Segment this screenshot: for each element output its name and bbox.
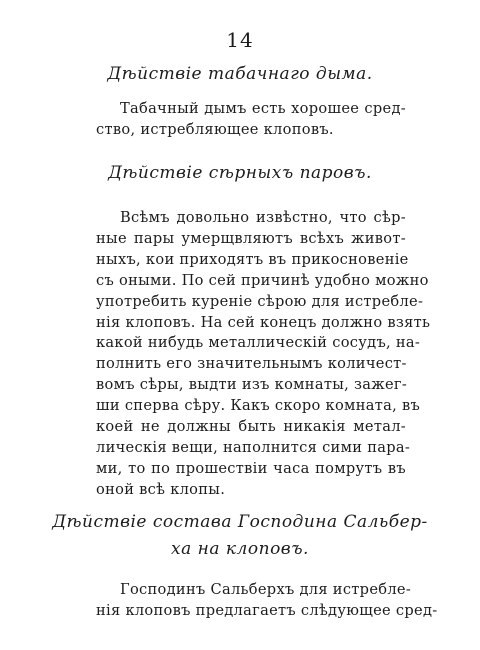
text-line: вомъ сѣры, выдти изъ комнаты, зажег- xyxy=(96,376,408,394)
heading-line: Дѣйствіе состава Господина Сальбер- xyxy=(52,512,428,532)
page-number: 14 xyxy=(226,28,254,52)
text-line: ство, истребляющее клоповъ. xyxy=(96,120,334,138)
text-line: Господинъ Сальберхъ для истребле- xyxy=(120,581,412,598)
heading-line: Дѣйствіе табачнаго дыма. xyxy=(107,64,373,84)
text-line: Всѣмъ довольно извѣстно, что сѣр- xyxy=(120,209,406,226)
text-line: полнить его значительнымъ количест- xyxy=(96,355,407,373)
paragraph-tobacco-smoke xyxy=(96,99,406,141)
text-line: какой нибудь металлическій сосудъ, на- xyxy=(96,334,421,352)
section-heading-sulfur-vapors xyxy=(0,163,480,183)
section-heading-tobacco-smoke xyxy=(0,64,480,84)
text-line: употребить куреніе сѣрою для истребле- xyxy=(96,292,424,310)
text-line: ми, то по прошествіи часа помрутъ въ xyxy=(96,459,406,477)
text-line: нія клоповъ предлагаетъ слѣдующее сред- xyxy=(96,601,438,619)
paragraph-sulfur-vapors xyxy=(96,208,431,501)
text-line: ныхъ, кои приходятъ въ прикосновеніе xyxy=(96,250,409,268)
heading-line: Дѣйствіе сѣрныхъ паровъ. xyxy=(108,163,372,183)
text-line: нія клоповъ. На сей конецъ должно взять xyxy=(96,313,431,331)
text-line: оной всѣ клопы. xyxy=(96,480,226,498)
section-heading-salberg-composition xyxy=(0,509,480,563)
text-line: коей не должны быть никакія метал- xyxy=(96,418,406,436)
text-line: лическія вещи, наполнится сими пара- xyxy=(96,438,411,456)
text-line: ные пары умерщвляютъ всѣхъ живот- xyxy=(96,229,406,247)
paragraph-salberg-composition xyxy=(96,580,438,622)
text-line: ши сперва сѣру. Какъ скоро комната, въ xyxy=(96,397,421,415)
text-line: съ оными. По сей причинѣ удобно можно xyxy=(96,271,429,289)
text-line: Табачный дымъ есть хорошее сред- xyxy=(120,100,406,117)
heading-line: ха на клоповъ. xyxy=(171,539,309,559)
